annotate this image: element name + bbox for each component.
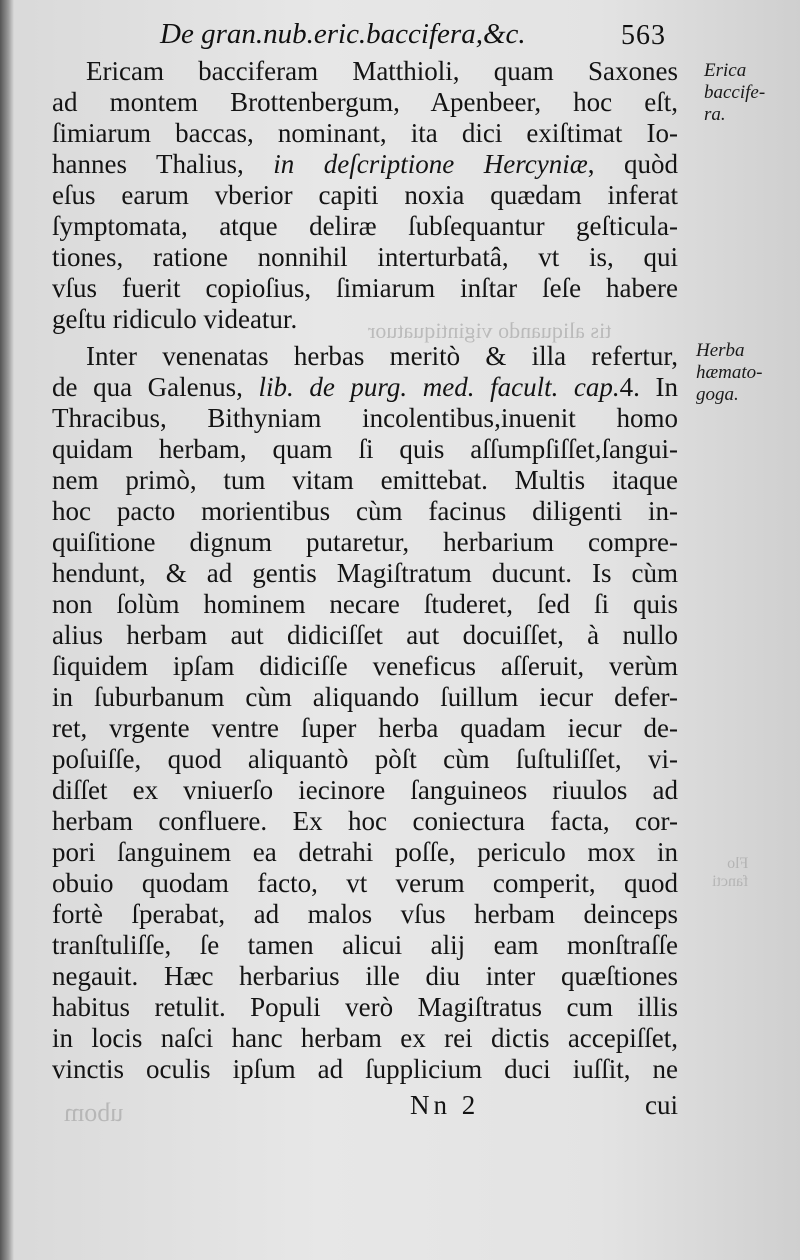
text-line xyxy=(52,651,678,682)
text-run: Inter venenatas herbas meritò & illa refertur, xyxy=(86,341,678,371)
text-line xyxy=(52,961,678,992)
margin-note xyxy=(704,60,800,126)
paragraph xyxy=(52,56,678,335)
text-run: tiones, ratione nonnihil interturbatâ, vt is, qui xyxy=(52,242,678,272)
text-line xyxy=(52,242,678,273)
text-run: Thracibus, Bithyniam incolentibus,inuenit homo xyxy=(52,403,678,433)
text-run: hannes Thalius, xyxy=(52,149,274,179)
text-run: eſus earum vberior capiti noxia quædam inferat xyxy=(52,180,678,210)
catchword: cui xyxy=(645,1090,678,1120)
show-through-text: tis aliquando vigintiquatuor xyxy=(368,318,612,343)
body-text xyxy=(52,56,678,1085)
text-line xyxy=(52,837,678,868)
text-line xyxy=(52,992,678,1023)
text-run: de qua Galenus, xyxy=(52,372,259,402)
text-line xyxy=(52,868,678,899)
text-run: hoc pacto morientibus cùm facinus diligenti in- xyxy=(52,496,678,526)
text-line xyxy=(52,149,678,180)
text-line xyxy=(52,930,678,961)
text-run: tranſtuliſſe, ſe tamen alicui alij eam monſtraſſe xyxy=(52,930,678,960)
text-line xyxy=(52,527,678,558)
text-run: diſſet ex vniuerſo iecinore ſanguineos riuulos ad xyxy=(52,775,678,805)
page-footer xyxy=(52,1088,678,1124)
margin-note-line: Herba xyxy=(696,340,745,361)
text-line xyxy=(52,87,678,118)
text-run: ad montem Brottenbergum, Apenbeer, hoc eſt, xyxy=(52,87,678,117)
margin-note xyxy=(696,340,800,406)
text-line xyxy=(52,558,678,589)
text-line xyxy=(52,304,678,335)
text-line xyxy=(52,589,678,620)
text-line xyxy=(52,56,678,87)
italic-citation: lib. de purg. med. facult. cap. xyxy=(258,372,620,402)
text-run: vſus fuerit copioſius, ſimiarum inſtar ſeſe habere xyxy=(52,273,678,303)
page-number: 563 xyxy=(621,20,666,51)
text-run: obuio quodam facto, vt verum comperit, quod xyxy=(52,868,678,898)
text-line xyxy=(52,372,678,403)
margin-note-line: ra. xyxy=(704,104,726,125)
margin-note-line: goga. xyxy=(696,384,739,405)
signature-mark: Nn 2 xyxy=(410,1090,480,1120)
text-run: fortè ſperabat, ad malos vſus herbam deinceps xyxy=(52,899,678,929)
page-gutter-shadow xyxy=(0,0,14,1260)
text-line xyxy=(52,465,678,496)
text-line xyxy=(52,273,678,304)
text-line xyxy=(52,775,678,806)
margin-note-line: hæmato- xyxy=(696,362,763,383)
show-through-text: ubom xyxy=(64,1098,124,1127)
text-run: quidam herbam, quam ſi quis aſſumpſiſſet,ſangui- xyxy=(52,434,678,464)
running-head: De gran.nub.eric.baccifera,&c. xyxy=(160,18,526,50)
text-run: ſimiarum baccas, nominant, ita dici exiſtimat Io- xyxy=(52,118,678,148)
text-line xyxy=(52,1023,678,1054)
text-run: herbam confluere. Ex hoc coniectura facta, cor- xyxy=(52,806,678,836)
page-header xyxy=(160,14,680,54)
text-run: non ſolùm hominem necare ſtuderet, ſed ſi quis xyxy=(52,589,678,619)
text-run: alius herbam aut didiciſſet aut docuiſſet, à nullo xyxy=(52,620,678,650)
text-run: , quòd xyxy=(587,149,678,179)
text-line xyxy=(52,211,678,242)
text-line xyxy=(52,744,678,775)
text-run: in ſuburbanum cùm aliquando ſuillum iecur defer- xyxy=(52,682,678,712)
italic-citation: in deſcriptione Hercyniæ xyxy=(273,149,588,179)
text-run: negauit. Hæc herbarius ille diu inter quæſtiones xyxy=(52,961,678,991)
text-line xyxy=(52,434,678,465)
text-line xyxy=(52,806,678,837)
text-line xyxy=(52,620,678,651)
text-run: quiſitione dignum putaretur, herbarium compre- xyxy=(52,527,678,557)
show-through-text: Flo fancti xyxy=(712,855,749,890)
text-run: ſiquidem ipſam didiciſſe veneficus aſſeruit, verùm xyxy=(52,651,678,681)
text-line xyxy=(52,899,678,930)
text-line xyxy=(52,180,678,211)
text-line xyxy=(52,1054,678,1085)
text-line xyxy=(52,341,678,372)
text-run: poſuiſſe, quod aliquantò pòſt cùm ſuſtuliſſet, vi- xyxy=(52,744,678,774)
margin-note-line: baccife- xyxy=(704,82,766,103)
text-run: Ericam bacciferam Matthioli, quam Saxones xyxy=(86,56,678,86)
text-run: habitus retulit. Populi verò Magiſtratus cum illis xyxy=(52,992,678,1022)
text-line xyxy=(52,496,678,527)
text-run: geſtu ridiculo videatur. xyxy=(52,304,298,334)
text-line xyxy=(52,118,678,149)
text-run: vinctis oculis ipſum ad ſupplicium duci iuſſit, ne xyxy=(52,1054,678,1084)
text-run: pori ſanguinem ea detrahi poſſe, periculo mox in xyxy=(52,837,678,867)
margin-note-line: Erica xyxy=(704,60,747,81)
text-run: 4. In xyxy=(619,372,678,402)
text-run: ſymptomata, atque deliræ ſubſequantur geſticula- xyxy=(52,211,678,241)
text-line xyxy=(52,403,678,434)
text-run: hendunt, & ad gentis Magiſtratum ducunt. Is cùm xyxy=(52,558,678,588)
text-run: in locis naſci hanc herbam ex rei dictis accepiſſet, xyxy=(52,1023,678,1053)
text-line xyxy=(52,713,678,744)
text-run: ret, vrgente ventre ſuper herba quadam iecur de- xyxy=(52,713,678,743)
paragraph xyxy=(52,341,678,1085)
text-line xyxy=(52,682,678,713)
text-run: nem primò, tum vitam emittebat. Multis itaque xyxy=(52,465,678,495)
